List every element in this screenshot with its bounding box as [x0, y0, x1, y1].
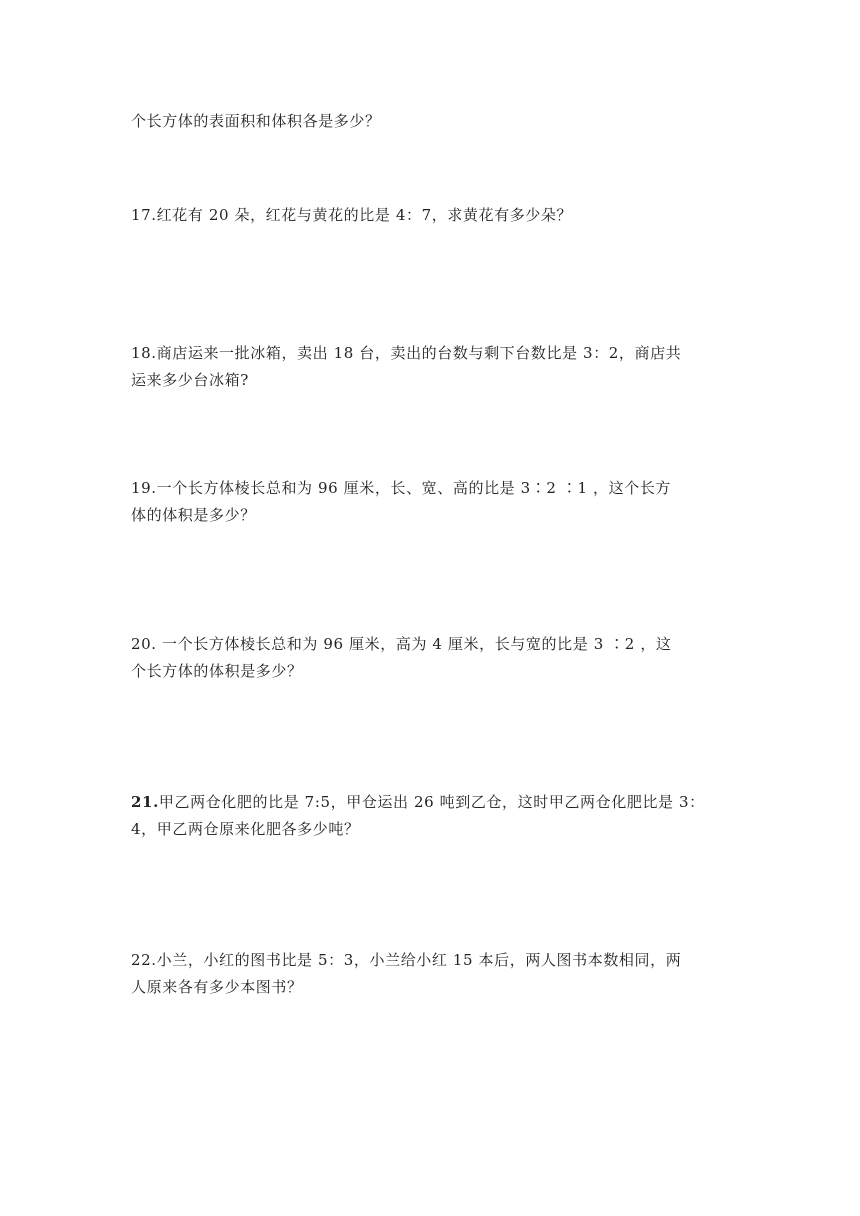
question-20-line-2: 个长方体的体积是多少？	[131, 662, 303, 680]
question-18-line-1: 18.商店运来一批冰箱，卖出 18 台，卖出的台数与剩下台数比是 3：2，商店共	[131, 344, 682, 362]
question-18-line-2: 运来多少台冰箱?	[131, 371, 249, 389]
question-21-text: 甲乙两仓化肥的比是 7:5，甲仓运出 26 吨到乙仓，这时甲乙两仓化肥比是 3：	[158, 793, 705, 811]
question-22-line-1: 22.小兰，小红的图书比是 5：3，小兰给小红 15 本后，两人图书本数相同，两	[131, 951, 682, 969]
question-19-line-2: 体的体积是多少？	[131, 506, 256, 524]
question-22-line-2: 人原来各有多少本图书？	[131, 978, 303, 996]
question-21-number: 21.	[131, 793, 159, 811]
question-continuation-line: 个长方体的表面积和体积各是多少？	[131, 112, 381, 130]
question-19-line-1: 19.一个长方体棱长总和为 96 厘米，长、宽、高的比是 3∶2 ∶1 ，这个长方	[131, 479, 672, 497]
question-21-line-2: 4，甲乙两仓原来化肥各多少吨？	[131, 820, 360, 838]
question-17-line-1: 17.红花有 20 朵，红花与黄花的比是 4：7，求黄花有多少朵？	[131, 206, 573, 224]
question-20-line-1: 20. 一个长方体棱长总和为 96 厘米，高为 4 厘米，长与宽的比是 3 ∶2 ，这	[131, 635, 672, 653]
question-21-line-1	[131, 792, 731, 812]
